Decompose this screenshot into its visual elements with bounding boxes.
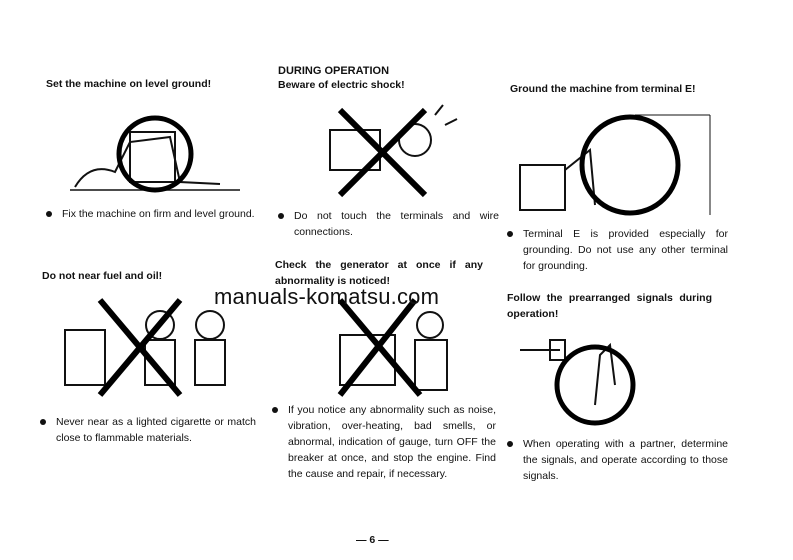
heading-level-ground: Set the machine on level ground! — [46, 78, 212, 90]
watermark: manuals-komatsu.com — [214, 284, 440, 309]
heading-electric-shock: Beware of electric shock! — [278, 79, 405, 91]
heading-signals: Follow the prearranged signals during operation! — [507, 292, 712, 320]
bullet-level-ground: Fix the machine on firm and level ground. — [46, 206, 257, 222]
heading-ground-terminal: Ground the machine from terminal E! — [510, 83, 696, 95]
generator-check-illustration — [300, 295, 470, 400]
bullet-ground-terminal: Terminal E is provided especially for grounding. Do not use any other terminal for grounding. — [507, 226, 728, 274]
bullet-fuel-oil: Never near as a lighted cigarette or match close to flammable materials. — [40, 414, 256, 446]
page-number: — 6 — — [356, 534, 389, 546]
bullet-electric-shock: Do not touch the terminals and wire connections. — [278, 208, 499, 240]
bullet-signals: When operating with a partner, determine the signals, and operate according to those signals. — [507, 436, 728, 484]
signals-illustration — [520, 325, 670, 430]
section-title: DURING OPERATION — [278, 65, 390, 77]
heading-fuel-oil: Do not near fuel and oil! — [42, 270, 163, 282]
level-ground-illustration — [70, 112, 240, 197]
electric-shock-illustration — [300, 95, 470, 200]
heading-check-generator: Check the generator at once if any abnormality is noticed! — [275, 259, 483, 287]
ground-terminal-illustration — [505, 110, 720, 220]
bullet-check-generator: If you notice any abnormality such as noise, vibration, over-heating, bad smells, or abnormal, indication of gauge, turn OFF the breaker at once, and stop the engine. Find the cause and repair, if necessary. — [272, 402, 496, 482]
